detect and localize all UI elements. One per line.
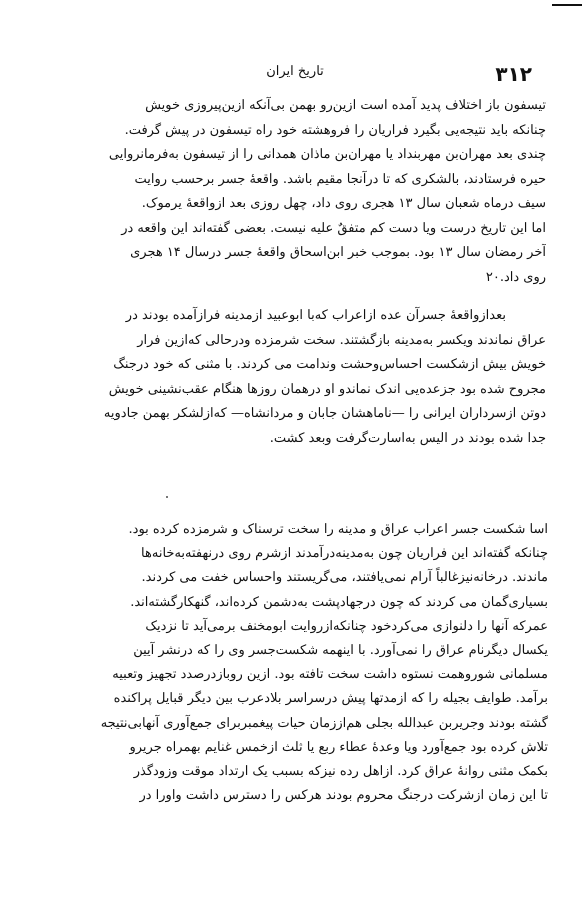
text-line: تیسفون باز اختلاف پدید آمده است ازین‌رو بهمن بی‌آنکه ازین‌پیروزی خویش [145, 98, 546, 113]
running-header [40, 62, 550, 86]
book-title: تاریخ ایران [266, 64, 324, 79]
text-line: سیف درماه شعبان سال ۱۳ هجری روی داد، چهل روزی بعد ازواقعهٔ یرموک. [141, 196, 546, 211]
text-line: بکمک مثنی روانهٔ عراق کرد. ازاهل رده نیزکه بسبب یک ارتداد موقت وزودگذر [133, 764, 548, 780]
text-line: اسا شکست جسر اعراب عراق و مدینه را سخت ترسناک و شرمزده کرده بود. [128, 522, 548, 537]
paragraph-bottom [32, 518, 548, 808]
text-line: تا این زمان ازشرکت درجنگ محروم بودند هرکس را دسترس داشت واورا در [139, 788, 548, 804]
text-line: روی داد.۲۰ [485, 269, 546, 285]
text-line: چنانکه باید نتیجه‌یی بگیرد فراریان را فروهشته خود راه تیسفون در پیش گرفت. [124, 122, 546, 138]
text-line: حیره فرستادند، بالشکری که تا درآنجا مقیم باشد. واقعهٔ جسر برحسب روایت [134, 171, 546, 187]
text-line: یکسال دیگرنام عراق را نمی‌آورد. با اینهمه شکست‌جسر وی را که درنشر آیین [133, 643, 548, 659]
text-line: مجروح شده بود جزعده‌یی اندک نماندو او درهمان روزها هنگام عقب‌نشینی خویش [108, 381, 546, 397]
text-line: عراق نماندند ویکسر به‌مدینه بازگشتند. سخت شرمزده ودرحالی که‌ازین فرار [137, 332, 546, 348]
text-line: آخر رمضان سال ۱۳ بود. بموجب خبر ابن‌اسحاق واقعهٔ جسر درسال ۱۴ هجری [130, 245, 546, 260]
text-line: ماندند. درخانه‌نیزغالباً آرام نمی‌یافتند، می‌گریستند واحساس خفت می کردند. [141, 570, 548, 586]
paragraph-top [48, 94, 546, 290]
text-line: جدا شده بودند در الیس به‌اسارت‌گرفت وبعد کشت. [269, 430, 546, 446]
text-line: برآمد. طوایف بجیله را که ازمدتها پیش درسراسر بلادعرب بین دیگر قبایل پراکنده [113, 691, 548, 707]
text-line: گشته بودند وجریربن عبدالله بجلی هم‌اززمان حیات پیغمبربرای جمع‌آوری آنهابی‌نتیجه [100, 715, 548, 731]
paragraph-middle [48, 304, 546, 451]
text-line: اما این تاریخ درست ویا دست کم متفقٌ علیه نیست. بعضی گفته‌اند این واقعه در [121, 220, 546, 236]
text-line: چنانکه گفته‌اند این فراریان چون به‌مدینه‌درآمدند ازشرم روی درنهفته‌به‌خانه‌ها [141, 546, 548, 562]
text-line: مسلمانی شوروهمت نستوه داشت سخت تافته بود. ازین روبازدرصدد تجهیز وتعبیه [112, 667, 548, 683]
text-line: خویش بیش ازشکست احساس‌وحشت وندامت می کردند. با مثنی که خود درجنگ [113, 357, 546, 372]
text-line: دوتن ازسرداران ایرانی را —ناماهشان جابان و مردانشاه— که‌ازلشکر بهمن جادویه [103, 406, 546, 421]
text-line: عمرکه آنها را دلنوازی می‌کردخود چنانکه‌ازروایت ابومخنف برمی‌آید تا نزدیک [145, 618, 548, 634]
text-line: تلاش کرده بود جمع‌آورد ویا وعدهٔ عطاء ربع یا ثلث ازخمس غنایم بهمراه جریرو [129, 739, 548, 755]
text-line: چندی بعد مهران‌بن مهربنداد یا مهران‌بن ماذان همدانی را از تیسفون به‌فرمانروایی [108, 147, 546, 162]
scan-edge-mark [552, 4, 582, 6]
section-separator [166, 496, 168, 498]
text-line: بعدازواقعهٔ جسرآن عده ازاعراب که‌با ابوعبید ازمدینه فرازآمده بودند در [125, 308, 506, 323]
text-line: بسیاری‌گمان می کردند که چون درجهادپشت به‌دشمن کرده‌اند، گنهکارگشته‌اند. [130, 594, 548, 610]
page-number: ۳۱۲ [495, 62, 532, 86]
